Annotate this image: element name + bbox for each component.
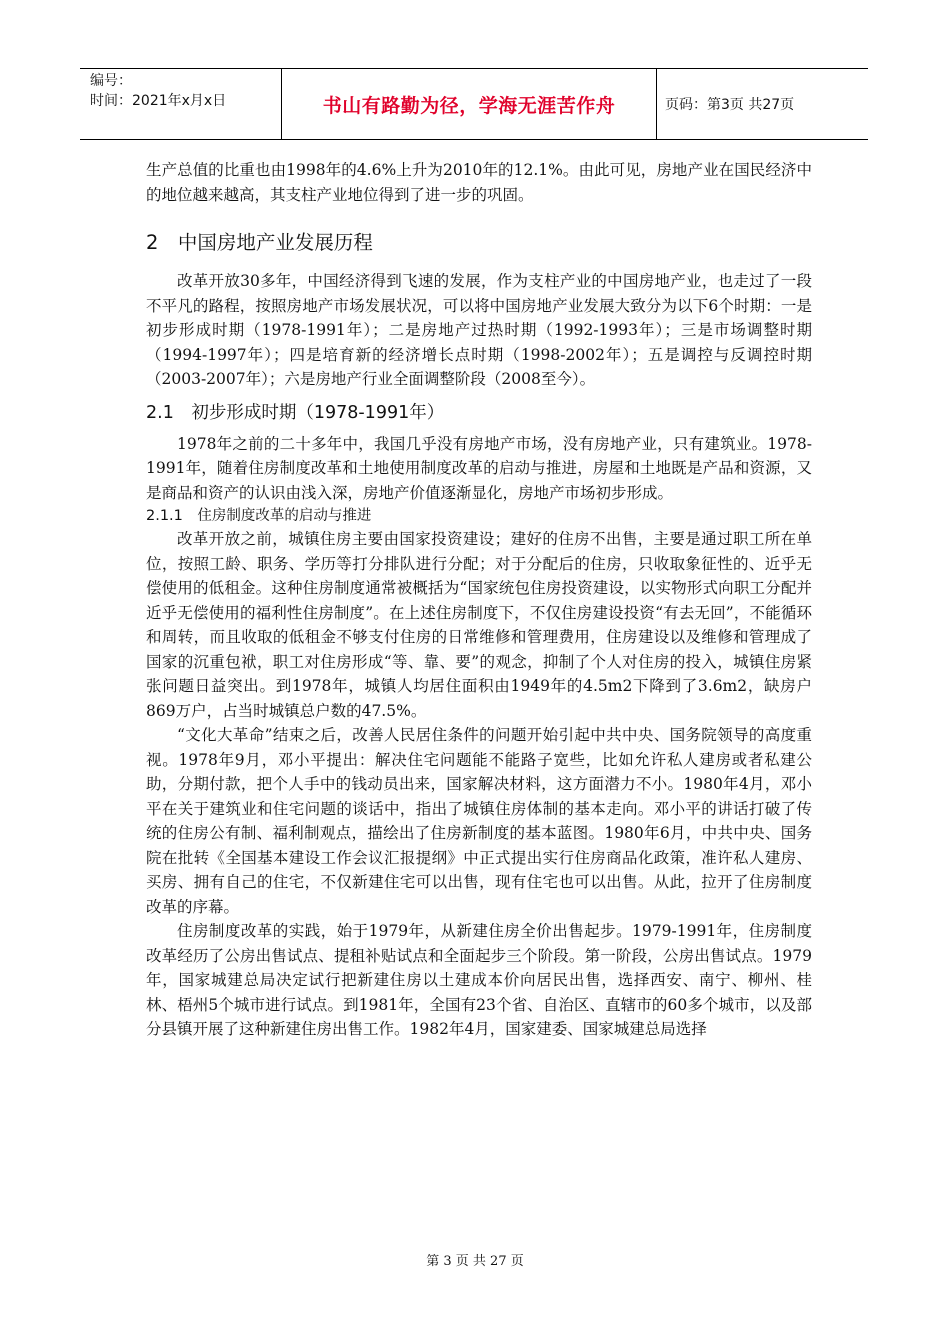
header-meta xyxy=(80,69,282,139)
section-heading-2-1-1: 2.1.1 住房制度改革的启动与推进 xyxy=(146,508,372,524)
header-number: 编号： xyxy=(90,73,132,89)
header-motto: 书山有路勤为径，学海无涯苦作舟 xyxy=(282,69,657,139)
paragraph: 1978年之前的二十多年中，我国几乎没有房地产市场，没有房地产业，只有建筑业。1978-1991年，随着住房制度改革和土地使用制度改革的启动与推进，房屋和土地既是产品和资源，又是商品和资产的认识由浅入深，房地产价值逐渐显化，房地产市场初步形成。 xyxy=(146,434,812,502)
paragraph: 住房制度改革的实践，始于1979年，从新建住房全价出售起步。1979-1991年，住房制度改革经历了公房出售试点、提租补贴试点和全面起步三个阶段。第一阶段，公房出售试点。1979年，国家城建总局决定试行把新建住房以土建成本价向居民出售，选择西安、南宁、柳州、桂林、梧州5个城市进行试点。到1981年，全国有23个省、自治区、直辖市的60多个城市，以及部分县镇开展了这种新建住房出售工作。1982年4月，国家建委、国家城建总局选择 xyxy=(146,922,812,1038)
paragraph-continued: 生产总值的比重也由1998年的4.6%上升为2010年的12.1%。由此可见，房地产业在国民经济中的地位越来越高，其支柱产业地位得到了进一步的巩固。 xyxy=(146,161,812,204)
header-time: 时间：2021年x月x日 xyxy=(90,93,227,109)
paragraph: “文化大革命”结束之后，改善人民居住条件的问题开始引起中共中央、国务院领导的高度重视。1978年9月，邓小平提出：解决住宅问题能不能路子宽些，比如允许私人建房或者私建公助，分期付款，把个人手中的钱动员出来，国家解决材料，这方面潜力不小。1980年4月，邓小平在关于建筑业和住宅问题的谈话中，指出了城镇住房体制的基本走向。邓小平的讲话打破了传统的住房公有制、福利制观点，描绘出了住房新制度的基本蓝图。1980年6月，中共中央、国务院在批转《全国基本建设工作会议汇报提纲》中正式提出实行住房商品化政策，准许私人建房、买房、拥有自己的住宅，不仅新建住宅可以出售，现有住宅也可以出售。从此，拉开了住房制度改革的序幕。 xyxy=(146,726,812,916)
document-body xyxy=(146,158,812,1042)
page-footer: 第 3 页 共 27 页 xyxy=(426,1254,524,1269)
paragraph: 改革开放之前，城镇住房主要由国家投资建设；建好的住房不出售，主要是通过职工所在单位，按照工龄、职务、学历等打分排队进行分配；对于分配后的住房，只收取象征性的、近乎无偿使用的低租金。这种住房制度通常被概括为“国家统包住房投资建设，以实物形式向职工分配并近乎无偿使用的福利性住房制度”。在上述住房制度下，不仅住房建设投资“有去无回”，不能循环和周转，而且收取的低租金不够支付住房的日常维修和管理费用，住房建设以及维修和管理成了国家的沉重包袱，职工对住房形成“等、靠、要”的观念，抑制了个人对住房的投入，城镇住房紧张问题日益突出。到1978年，城镇人均居住面积由1949年的4.5m2下降到了3.6m2，缺房户869万户，占当时城镇总户数的47.5%。 xyxy=(146,530,812,720)
header-page-info: 页码：第3页 共27页 xyxy=(665,97,795,113)
paragraph: 改革开放30多年，中国经济得到飞速的发展，作为支柱产业的中国房地产业，也走过了一段不平凡的路程，按照房地产市场发展状况，可以将中国房地产业发展大致分为以下6个时期：一是初步形成时期（1978-1991年）；二是房地产过热时期（1992-1993年）；三是市场调整时期（1994-1997年）；四是培育新的经济增长点时期（1998-2002年）；五是调控与反调控时期（2003-2007年）；六是房地产行业全面调整阶段（2008至今）。 xyxy=(146,272,812,388)
page-header xyxy=(80,68,868,140)
section-heading-2: 2 中国房地产业发展历程 xyxy=(146,231,373,254)
section-heading-2-1: 2.1 初步形成时期（1978-1991年） xyxy=(146,402,445,423)
